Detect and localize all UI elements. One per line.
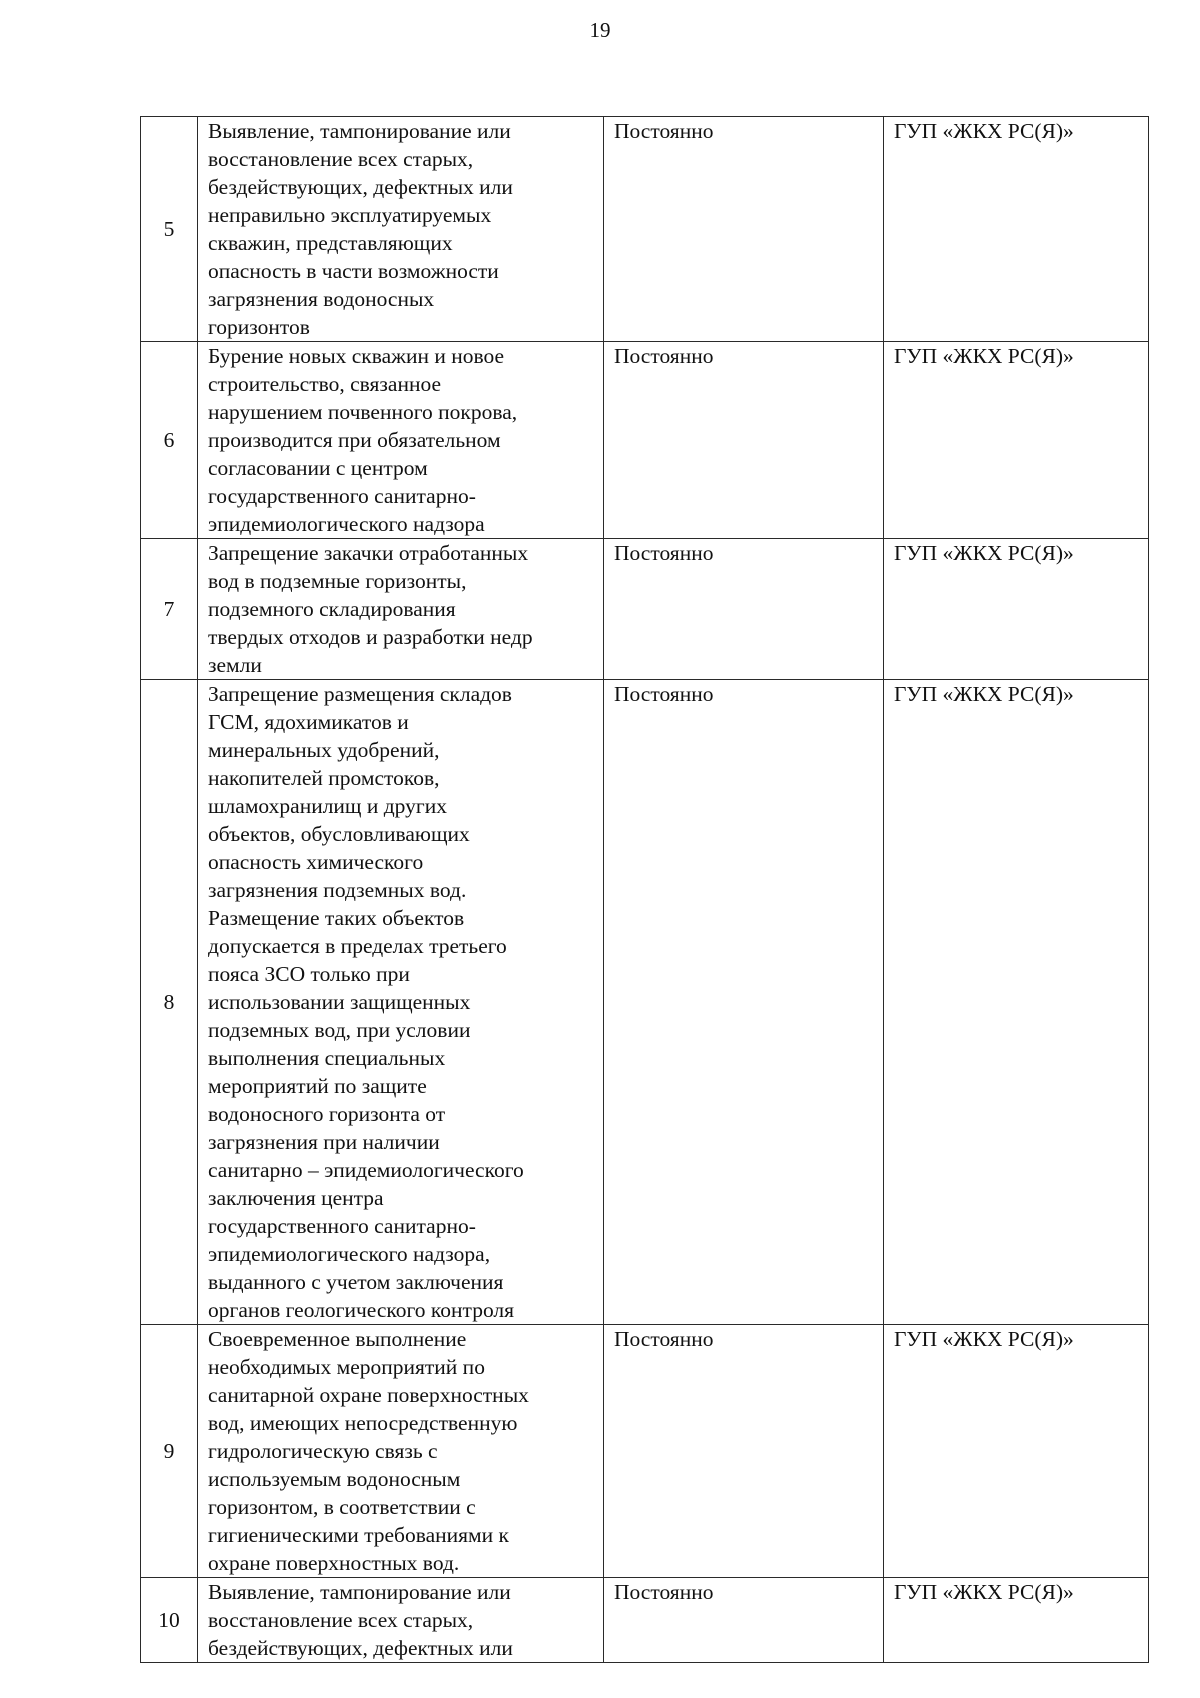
deadline-cell <box>604 1325 884 1578</box>
deadline-cell <box>604 342 884 539</box>
page-number: 19 <box>589 18 611 42</box>
deadline-text: Постоянно <box>614 1327 714 1351</box>
deadline-cell <box>604 117 884 342</box>
responsible-org-text: ГУП «ЖКХ РС(Я)» <box>894 344 1074 368</box>
deadline-text: Постоянно <box>614 682 714 706</box>
deadline-text: Постоянно <box>614 344 714 368</box>
responsible-org-cell <box>884 1325 1149 1578</box>
table-row <box>141 539 1149 680</box>
measure-description-cell <box>198 680 604 1325</box>
row-number-text: 7 <box>163 597 175 621</box>
row-number-cell <box>141 539 198 680</box>
measure-description-text: Выявление, тампонирование или восстановление всех старых, бездействующих, дефектных или неправильно эксплуатируемых скважин, представляющих опасность в части возможности загрязнения водоносных горизонтов <box>208 119 513 339</box>
responsible-org-text: ГУП «ЖКХ РС(Я)» <box>894 119 1074 143</box>
row-number-text: 10 <box>158 1608 180 1632</box>
responsible-org-cell <box>884 539 1149 680</box>
measure-description-cell <box>198 539 604 680</box>
measure-description-cell <box>198 1325 604 1578</box>
responsible-org-cell <box>884 1578 1149 1663</box>
table-row <box>141 342 1149 539</box>
measures-table <box>140 116 1149 1663</box>
responsible-org-text: ГУП «ЖКХ РС(Я)» <box>894 541 1074 565</box>
measure-description-cell <box>198 342 604 539</box>
measure-description-cell <box>198 117 604 342</box>
measures-table-body <box>141 117 1149 1663</box>
table-row <box>141 1325 1149 1578</box>
deadline-cell <box>604 1578 884 1663</box>
row-number-text: 5 <box>163 217 175 241</box>
measure-description-text: Выявление, тампонирование или восстановление всех старых, бездействующих, дефектных или <box>208 1580 513 1660</box>
deadline-cell <box>604 680 884 1325</box>
row-number-cell <box>141 680 198 1325</box>
row-number-cell <box>141 342 198 539</box>
measure-description-text: Запрещение размещения складов ГСМ, ядохимикатов и минеральных удобрений, накопителей промстоков, шламохранилищ и других объектов, обусловливающих опасность химического загрязнения подземных вод. Размещение таких объектов допускается в пределах третьего пояса ЗСО только при использовании защищенных подземных вод, при условии выполнения специальных мероприятий по защите водоносного горизонта от загрязнения при наличии санитарно – эпидемиологического заключения центра государственного санитарно- эпидемиологического надзора, выданного с учетом заключения органов геологического контроля <box>208 682 524 1322</box>
responsible-org-text: ГУП «ЖКХ РС(Я)» <box>894 682 1074 706</box>
deadline-text: Постоянно <box>614 1580 714 1604</box>
measure-description-text: Своевременное выполнение необходимых мероприятий по санитарной охране поверхностных вод, имеющих непосредственную гидрологическую связь с используемым водоносным горизонтом, в соответствии с гигиеническими требованиями к охране поверхностных вод. <box>208 1327 529 1575</box>
measure-description-text: Бурение новых скважин и новое строительство, связанное нарушением почвенного покрова, производится при обязательном согласовании с центром государственного санитарно- эпидемиологического надзора <box>208 344 518 536</box>
row-number-text: 9 <box>163 1439 175 1463</box>
responsible-org-cell <box>884 117 1149 342</box>
deadline-cell <box>604 539 884 680</box>
row-number-cell <box>141 1578 198 1663</box>
responsible-org-text: ГУП «ЖКХ РС(Я)» <box>894 1327 1074 1351</box>
row-number-cell <box>141 117 198 342</box>
row-number-cell <box>141 1325 198 1578</box>
row-number-text: 6 <box>163 428 175 452</box>
table-row <box>141 1578 1149 1663</box>
responsible-org-cell <box>884 342 1149 539</box>
measure-description-cell <box>198 1578 604 1663</box>
row-number-text: 8 <box>163 990 175 1014</box>
responsible-org-text: ГУП «ЖКХ РС(Я)» <box>894 1580 1074 1604</box>
measure-description-text: Запрещение закачки отработанных вод в подземные горизонты, подземного складирования твердых отходов и разработки недр земли <box>208 541 533 677</box>
deadline-text: Постоянно <box>614 119 714 143</box>
table-row <box>141 117 1149 342</box>
deadline-text: Постоянно <box>614 541 714 565</box>
responsible-org-cell <box>884 680 1149 1325</box>
table-row <box>141 680 1149 1325</box>
